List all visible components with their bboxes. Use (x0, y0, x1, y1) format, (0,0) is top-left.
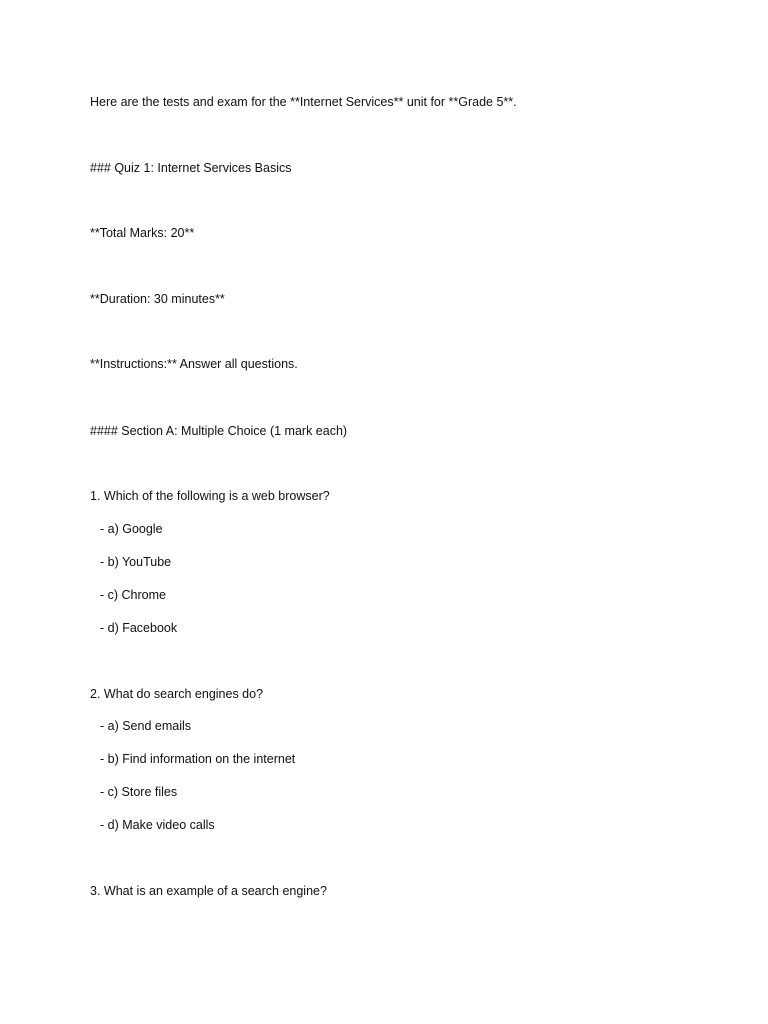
question-2-option-d: - d) Make video calls (100, 818, 215, 832)
instructions: **Instructions:** Answer all questions. (90, 357, 298, 371)
question-1-option-d: - d) Facebook (100, 621, 178, 635)
question-2-option-a: - a) Send emails (100, 719, 192, 733)
question-1-option-b: - b) YouTube (100, 555, 172, 569)
question-1-option-c: - c) Chrome (100, 588, 166, 602)
question-2-option-b: - b) Find information on the internet (100, 752, 296, 766)
question-2-option-c: - c) Store files (100, 785, 178, 799)
total-marks: **Total Marks: 20** (90, 226, 195, 240)
question-1: 1. Which of the following is a web browser? (90, 489, 330, 503)
question-2: 2. What do search engines do? (90, 687, 264, 701)
question-3: 3. What is an example of a search engine? (90, 884, 327, 898)
duration: **Duration: 30 minutes** (90, 292, 225, 306)
quiz-heading: ### Quiz 1: Internet Services Basics (90, 161, 292, 175)
intro-text: Here are the tests and exam for the **Internet Services** unit for **Grade 5**. (90, 95, 517, 109)
section-a-heading: #### Section A: Multiple Choice (1 mark each) (90, 424, 348, 438)
question-1-option-a: - a) Google (100, 522, 163, 536)
